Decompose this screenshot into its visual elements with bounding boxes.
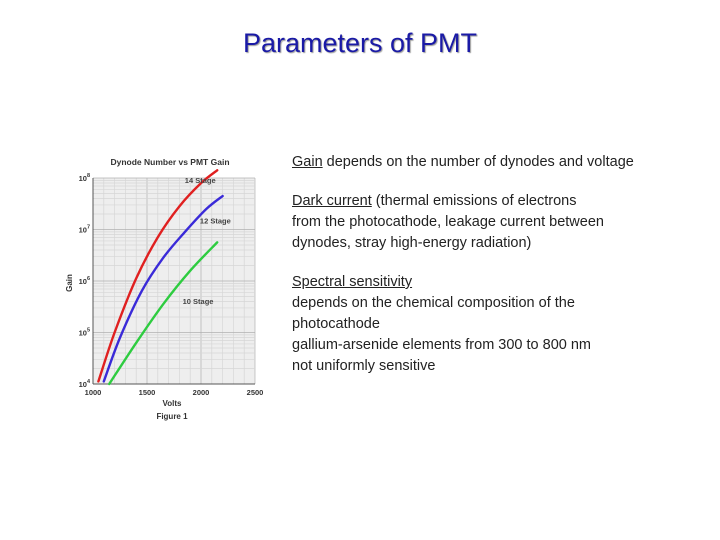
series-label: 10 Stage [182,297,214,307]
gain-chart [60,150,270,430]
dark-current-line: dynodes, stray high-energy radiation) [292,235,532,251]
y-tick-label: $10^6$ [78,276,90,286]
series-label: 14 Stage [184,176,216,186]
gain-text: depends on the number of dynodes and voltage [322,154,634,170]
y-tick-label: $10^5$ [78,327,90,338]
y-tick-label: $10^7$ [78,224,90,235]
x-tick-label: 2500 [246,388,264,397]
bullet-dark-current [292,191,692,254]
figure-caption: Figure 1 [156,412,188,421]
dark-current-line: from the photocathode, leakage current between [292,214,604,230]
bullet-spectral-sensitivity [292,272,692,377]
x-axis-label: Volts [162,399,182,408]
x-tick-label: 1500 [138,388,156,397]
plot-area [79,170,264,397]
bullet-list [292,152,692,395]
chart-title: Dynode Number vs PMT Gain [110,157,230,167]
y-axis-label: Gain [65,274,74,292]
spectral-sensitivity-line: photocathode [292,316,380,332]
term-gain: Gain [292,154,323,170]
y-tick-label: $10^8$ [78,173,90,183]
x-tick-label: 2000 [192,388,210,397]
term-spectral-sensitivity: Spectral sensitivity [292,274,413,290]
y-tick-label: $10^4$ [78,379,90,389]
term-dark-current: Dark current [292,193,372,209]
x-tick-label: 1000 [84,388,102,397]
spectral-sensitivity-line: depends on the chemical composition of the [292,295,575,311]
slide-title: Parameters of PMT [242,28,478,58]
spectral-sensitivity-line: not uniformly sensitive [292,358,436,374]
gain-chart-figure [60,150,270,430]
dark-current-text: (thermal emissions of electrons [371,193,577,209]
spectral-sensitivity-line: gallium-arsenide elements from 300 to 800 nm [292,337,592,353]
series-label: 12 Stage [199,216,231,226]
bullet-gain [292,152,692,173]
